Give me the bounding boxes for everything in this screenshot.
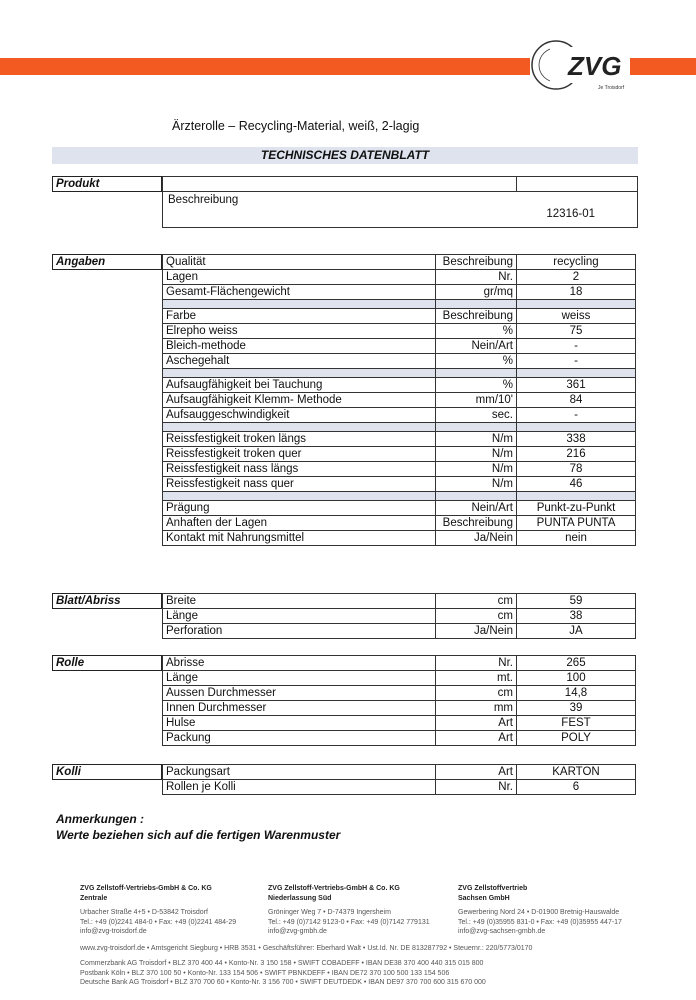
- row-property: Gesamt-Flächengewicht: [163, 285, 436, 300]
- row-value: 338: [517, 432, 636, 447]
- row-unit: Art: [436, 716, 517, 731]
- row-unit: gr/mq: [436, 285, 517, 300]
- row-value: 75: [517, 324, 636, 339]
- row-unit: cm: [436, 609, 517, 624]
- row-unit: N/m: [436, 462, 517, 477]
- footer-email: info@zvg-sachsen-gmbh.de: [458, 928, 546, 935]
- datasheet-band: TECHNISCHES DATENBLATT: [52, 147, 638, 164]
- footer-col-zentrale: [80, 884, 280, 937]
- footer-email: info@zvg-gmbh.de: [268, 928, 327, 935]
- table-row: [163, 531, 636, 546]
- table-row: [163, 393, 636, 408]
- footer-col-sachsen: [458, 884, 658, 937]
- footer-bank-2: Postbank Köln • BLZ 370 100 50 • Konto-Nr. 133 154 506 • SWIFT PBNKDEFF • IBAN DE72 370 100 500 133 154 506: [80, 969, 450, 977]
- table-row: [163, 408, 636, 423]
- row-value: 59: [517, 594, 636, 609]
- separator-row: [163, 423, 636, 432]
- row-value: 216: [517, 447, 636, 462]
- footer-company: ZVG Zellstoffvertrieb: [458, 885, 528, 892]
- row-value: recycling: [517, 255, 636, 270]
- row-property: Reissfestigkeit nass längs: [163, 462, 436, 477]
- row-unit: %: [436, 354, 517, 369]
- row-value: 78: [517, 462, 636, 477]
- row-unit: cm: [436, 686, 517, 701]
- separator-row: [163, 492, 636, 501]
- section-angaben: Angaben: [52, 254, 162, 270]
- table-row: [163, 447, 636, 462]
- zvg-logo: [528, 35, 638, 95]
- row-property: Packungsart: [163, 765, 436, 780]
- footer-col-sued: [268, 884, 468, 937]
- table-row: [163, 624, 636, 639]
- row-unit: Nr.: [436, 656, 517, 671]
- row-unit: mm: [436, 701, 517, 716]
- row-value: weiss: [517, 309, 636, 324]
- product-box: [162, 176, 638, 228]
- row-unit: %: [436, 378, 517, 393]
- row-value: 2: [517, 270, 636, 285]
- row-property: Bleich-methode: [163, 339, 436, 354]
- row-value: Punkt-zu-Punkt: [517, 501, 636, 516]
- row-property: Länge: [163, 671, 436, 686]
- row-value: 39: [517, 701, 636, 716]
- table-row: [163, 656, 636, 671]
- row-property: Perforation: [163, 624, 436, 639]
- product-description-label: Beschreibung: [168, 194, 239, 206]
- row-property: Aufsaugfähigkeit bei Tauchung: [163, 378, 436, 393]
- row-unit: cm: [436, 594, 517, 609]
- row-property: Reissfestigkeit troken längs: [163, 432, 436, 447]
- table-row: [163, 378, 636, 393]
- separator-row: [163, 369, 636, 378]
- product-top-row: [163, 177, 637, 192]
- logo-text: ZVG: [568, 51, 622, 81]
- row-unit: Ja/Nein: [436, 531, 517, 546]
- row-unit: Beschreibung: [436, 255, 517, 270]
- row-property: Reissfestigkeit nass quer: [163, 477, 436, 492]
- table-row: [163, 716, 636, 731]
- footer-company: ZVG Zellstoff-Vertriebs-GmbH & Co. KG: [80, 885, 212, 892]
- row-value: 46: [517, 477, 636, 492]
- row-property: Anhaften der Lagen: [163, 516, 436, 531]
- row-unit: Nr.: [436, 780, 517, 795]
- table-row: [163, 686, 636, 701]
- table-row: [163, 501, 636, 516]
- product-top-divider: [516, 177, 517, 191]
- row-property: Qualität: [163, 255, 436, 270]
- orange-header-bar: [0, 58, 530, 75]
- kolli-table: [162, 764, 636, 795]
- row-value: 6: [517, 780, 636, 795]
- row-property: Aschegehalt: [163, 354, 436, 369]
- row-property: Breite: [163, 594, 436, 609]
- table-row: [163, 765, 636, 780]
- row-unit: Nein/Art: [436, 339, 517, 354]
- row-value: -: [517, 408, 636, 423]
- row-value: 265: [517, 656, 636, 671]
- row-property: Innen Durchmesser: [163, 701, 436, 716]
- document-title: Ärzterolle – Recycling-Material, weiß, 2-lagig: [172, 119, 420, 133]
- footer-address: Gröninger Weg 7 • D-74379 Ingersheim: [268, 909, 391, 916]
- rolle-table: [162, 655, 636, 746]
- row-value: 84: [517, 393, 636, 408]
- orange-header-bar-right: [630, 58, 696, 75]
- product-code: 12316-01: [546, 208, 595, 220]
- table-row: [163, 671, 636, 686]
- footer-legal: www.zvg-troisdorf.de • Amtsgericht Siegburg • HRB 3531 • Geschäftsführer: Eberhard Walt • Ust.Id. Nr. DE 813287792 • Steuernr.: 220/5773/0170: [80, 945, 533, 952]
- row-property: Prägung: [163, 501, 436, 516]
- row-unit: N/m: [436, 477, 517, 492]
- row-value: 18: [517, 285, 636, 300]
- row-property: Elrepho weiss: [163, 324, 436, 339]
- table-row: [163, 255, 636, 270]
- remarks-text: Werte beziehen sich auf die fertigen Warenmuster: [56, 828, 341, 842]
- table-row: [163, 432, 636, 447]
- separator-row: [163, 300, 636, 309]
- row-property: Farbe: [163, 309, 436, 324]
- row-unit: Beschreibung: [436, 516, 517, 531]
- footer-bank-1: Commerzbank AG Troisdorf • BLZ 370 400 44 • Konto-Nr. 3 150 158 • SWIFT COBADEFF • IBAN DE38 370 400 440 315 015 800: [80, 960, 484, 967]
- row-value: 14,8: [517, 686, 636, 701]
- footer-address: Gewerbering Nord 24 • D-01900 Bretnig-Hauswalde: [458, 909, 620, 916]
- row-unit: N/m: [436, 447, 517, 462]
- table-row: [163, 339, 636, 354]
- logo-sub: Je Troisdorf: [598, 85, 625, 91]
- footer-branch: Zentrale: [80, 894, 108, 902]
- remarks: [56, 811, 340, 843]
- table-row: [163, 780, 636, 795]
- row-value: KARTON: [517, 765, 636, 780]
- row-property: Lagen: [163, 270, 436, 285]
- table-row: [163, 285, 636, 300]
- footer-branch: Sachsen GmbH: [458, 894, 510, 902]
- row-property: Kontakt mit Nahrungsmittel: [163, 531, 436, 546]
- section-produkt: Produkt: [52, 176, 162, 192]
- footer-phone: Tel.: +49 (0)35955 831-0 • Fax: +49 (0)35955 447-17: [458, 918, 622, 926]
- table-row: [163, 324, 636, 339]
- table-row: [163, 594, 636, 609]
- row-unit: mm/10': [436, 393, 517, 408]
- row-unit: Beschreibung: [436, 309, 517, 324]
- angaben-table: [162, 254, 636, 546]
- table-row: [163, 731, 636, 746]
- remarks-title: Anmerkungen :: [56, 812, 145, 826]
- row-unit: Nr.: [436, 270, 517, 285]
- row-value: POLY: [517, 731, 636, 746]
- row-property: Länge: [163, 609, 436, 624]
- row-property: Hulse: [163, 716, 436, 731]
- table-row: [163, 462, 636, 477]
- footer-company: ZVG Zellstoff-Vertriebs-GmbH & Co. KG: [268, 885, 400, 892]
- row-unit: sec.: [436, 408, 517, 423]
- footer-address: Urbacher Straße 4+5 • D-53842 Troisdorf: [80, 909, 208, 916]
- row-value: FEST: [517, 716, 636, 731]
- row-value: nein: [517, 531, 636, 546]
- row-value: 100: [517, 671, 636, 686]
- row-property: Aufsauggeschwindigkeit: [163, 408, 436, 423]
- table-row: [163, 477, 636, 492]
- row-property: Rollen je Kolli: [163, 780, 436, 795]
- table-row: [163, 354, 636, 369]
- row-value: 361: [517, 378, 636, 393]
- row-unit: Nein/Art: [436, 501, 517, 516]
- row-unit: Ja/Nein: [436, 624, 517, 639]
- row-value: 38: [517, 609, 636, 624]
- table-row: [163, 309, 636, 324]
- row-unit: N/m: [436, 432, 517, 447]
- row-value: JA: [517, 624, 636, 639]
- section-rolle: Rolle: [52, 655, 162, 671]
- row-value: PUNTA PUNTA: [517, 516, 636, 531]
- row-value: -: [517, 339, 636, 354]
- table-row: [163, 270, 636, 285]
- section-kolli: Kolli: [52, 764, 162, 780]
- row-property: Reissfestigkeit troken quer: [163, 447, 436, 462]
- table-row: [163, 609, 636, 624]
- row-unit: Art: [436, 731, 517, 746]
- row-property: Aussen Durchmesser: [163, 686, 436, 701]
- footer-email: info@zvg-troisdorf.de: [80, 928, 147, 935]
- section-blatt: Blatt/Abriss: [52, 593, 162, 609]
- table-row: [163, 701, 636, 716]
- footer-branch: Niederlassung Süd: [268, 894, 332, 902]
- blatt-table: [162, 593, 636, 639]
- footer-bank-3: Deutsche Bank AG Troisdorf • BLZ 370 700 60 • Konto-Nr. 3 156 700 • SWIFT DEUTDEDK • IBAN DE97 370 700 600 315 670 000: [80, 979, 486, 986]
- row-unit: Art: [436, 765, 517, 780]
- table-row: [163, 516, 636, 531]
- row-property: Aufsaugfähigkeit Klemm- Methode: [163, 393, 436, 408]
- row-property: Abrisse: [163, 656, 436, 671]
- row-unit: mt.: [436, 671, 517, 686]
- footer-phone: Tel.: +49 (0)7142 9123-0 • Fax: +49 (0)7142 779131: [268, 918, 430, 926]
- row-value: -: [517, 354, 636, 369]
- row-property: Packung: [163, 731, 436, 746]
- footer-phone: Tel.: +49 (0)2241 484-0 • Fax: +49 (0)2241 484-29: [80, 918, 237, 926]
- row-unit: %: [436, 324, 517, 339]
